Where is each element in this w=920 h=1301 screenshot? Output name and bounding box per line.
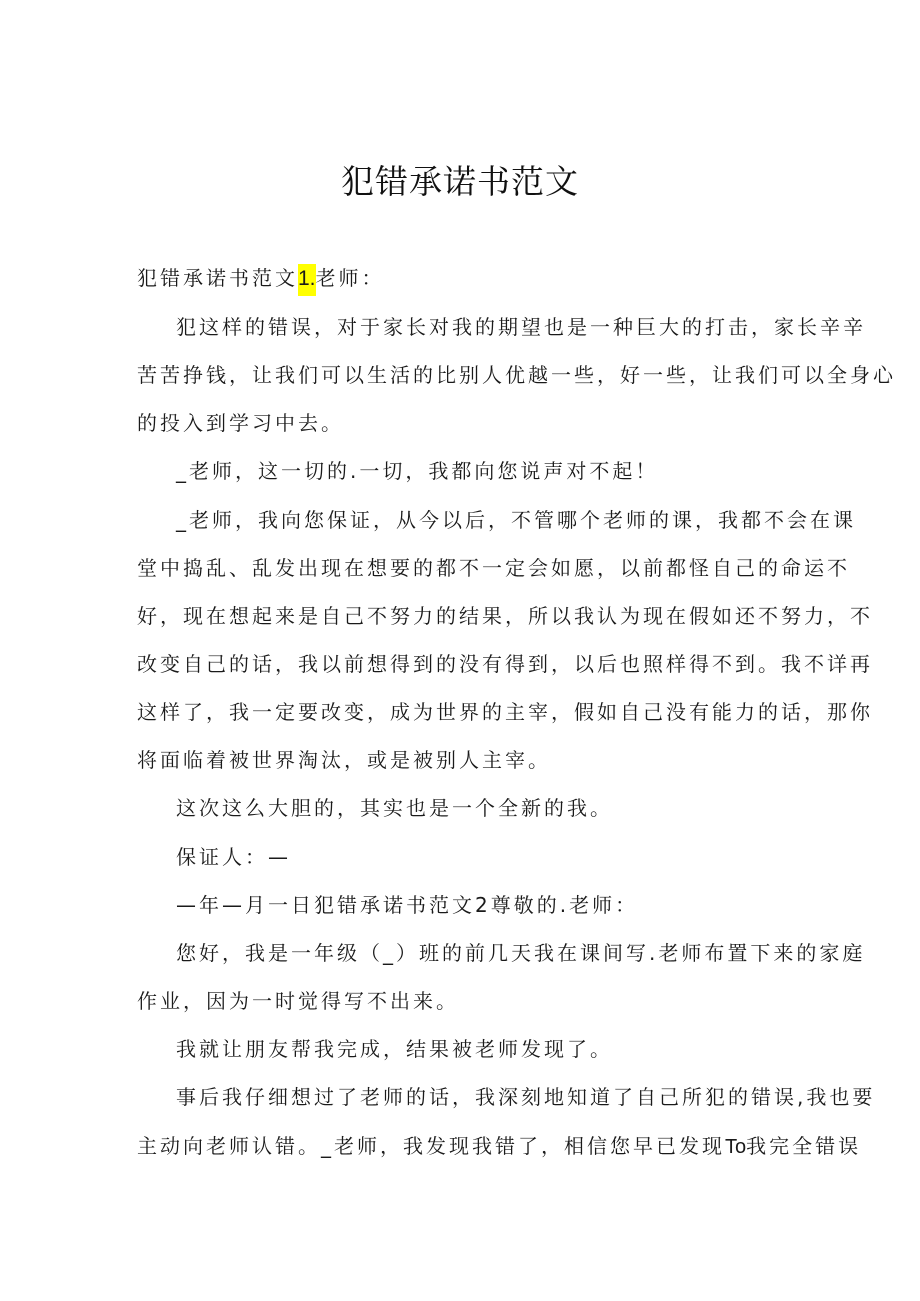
- paragraph-text-end: 我完全错误: [746, 1134, 862, 1158]
- paragraph-line: 犯这样的错误，对于家长对我的期望也是一种巨大的打击，家长辛辛: [176, 315, 866, 339]
- paragraph-line: 您好，我是一年级（_）班的前几天我在课间写.老师布置下来的家庭: [176, 941, 866, 965]
- paragraph-line: 苦苦挣钱，让我们可以生活的比别人优越一些，好一些，让我们可以全身心: [137, 363, 896, 387]
- paragraph-line: 事后我仔细想过了老师的话，我深刻地知道了自己所犯的错误,我也要: [176, 1085, 876, 1109]
- paragraph-line: 好，现在想起来是自己不努力的结果，所以我认为现在假如还不努力，不: [137, 604, 873, 628]
- paragraph-line: _老师，我向您保证，从今以后，不管哪个老师的课，我都不会在课: [176, 508, 856, 532]
- signature-line: 保证人：—: [176, 845, 291, 869]
- paragraph-line: 堂中捣乱、乱发出现在想要的都不一定会如愿，以前都怪自己的命运不: [137, 556, 850, 580]
- highlighted-number: 1.: [298, 264, 316, 296]
- paragraph-line: 将面临着被世界淘汰，或是被别人主宰。: [137, 748, 551, 772]
- paragraph-line-1: [137, 263, 385, 296]
- latin-word: To: [725, 1136, 747, 1158]
- paragraph-line-last: [137, 1131, 861, 1162]
- paragraph-line: 这次这么大胆的，其实也是一个全新的我。: [176, 796, 613, 820]
- heading-text: 犯错承诺书范文: [137, 266, 298, 290]
- paragraph-line: 作业，因为一时觉得写不出来。: [137, 989, 459, 1013]
- heading-text-end: 老师：: [315, 266, 385, 290]
- paragraph-line: 改变自己的话，我以前想得到的没有得到，以后也照样得不到。我不详再: [137, 652, 873, 676]
- date-heading-line: —年—月一日犯错承诺书范文2尊敬的.老师：: [176, 893, 639, 917]
- paragraph-line: 的投入到学习中去。: [137, 411, 344, 435]
- paragraph-line: 我就让朋友帮我完成，结果被老师发现了。: [176, 1037, 613, 1061]
- paragraph-line: _老师，这一切的.一切，我都向您说声对不起！: [176, 459, 659, 483]
- paragraph-text: 主动向老师认错。_老师，我发现我错了，相信您早已发现: [137, 1134, 725, 1158]
- document-title: 犯错承诺书范文: [341, 162, 579, 201]
- paragraph-line: 这样了，我一定要改变，成为世界的主宰，假如自己没有能力的话，那你: [137, 700, 873, 724]
